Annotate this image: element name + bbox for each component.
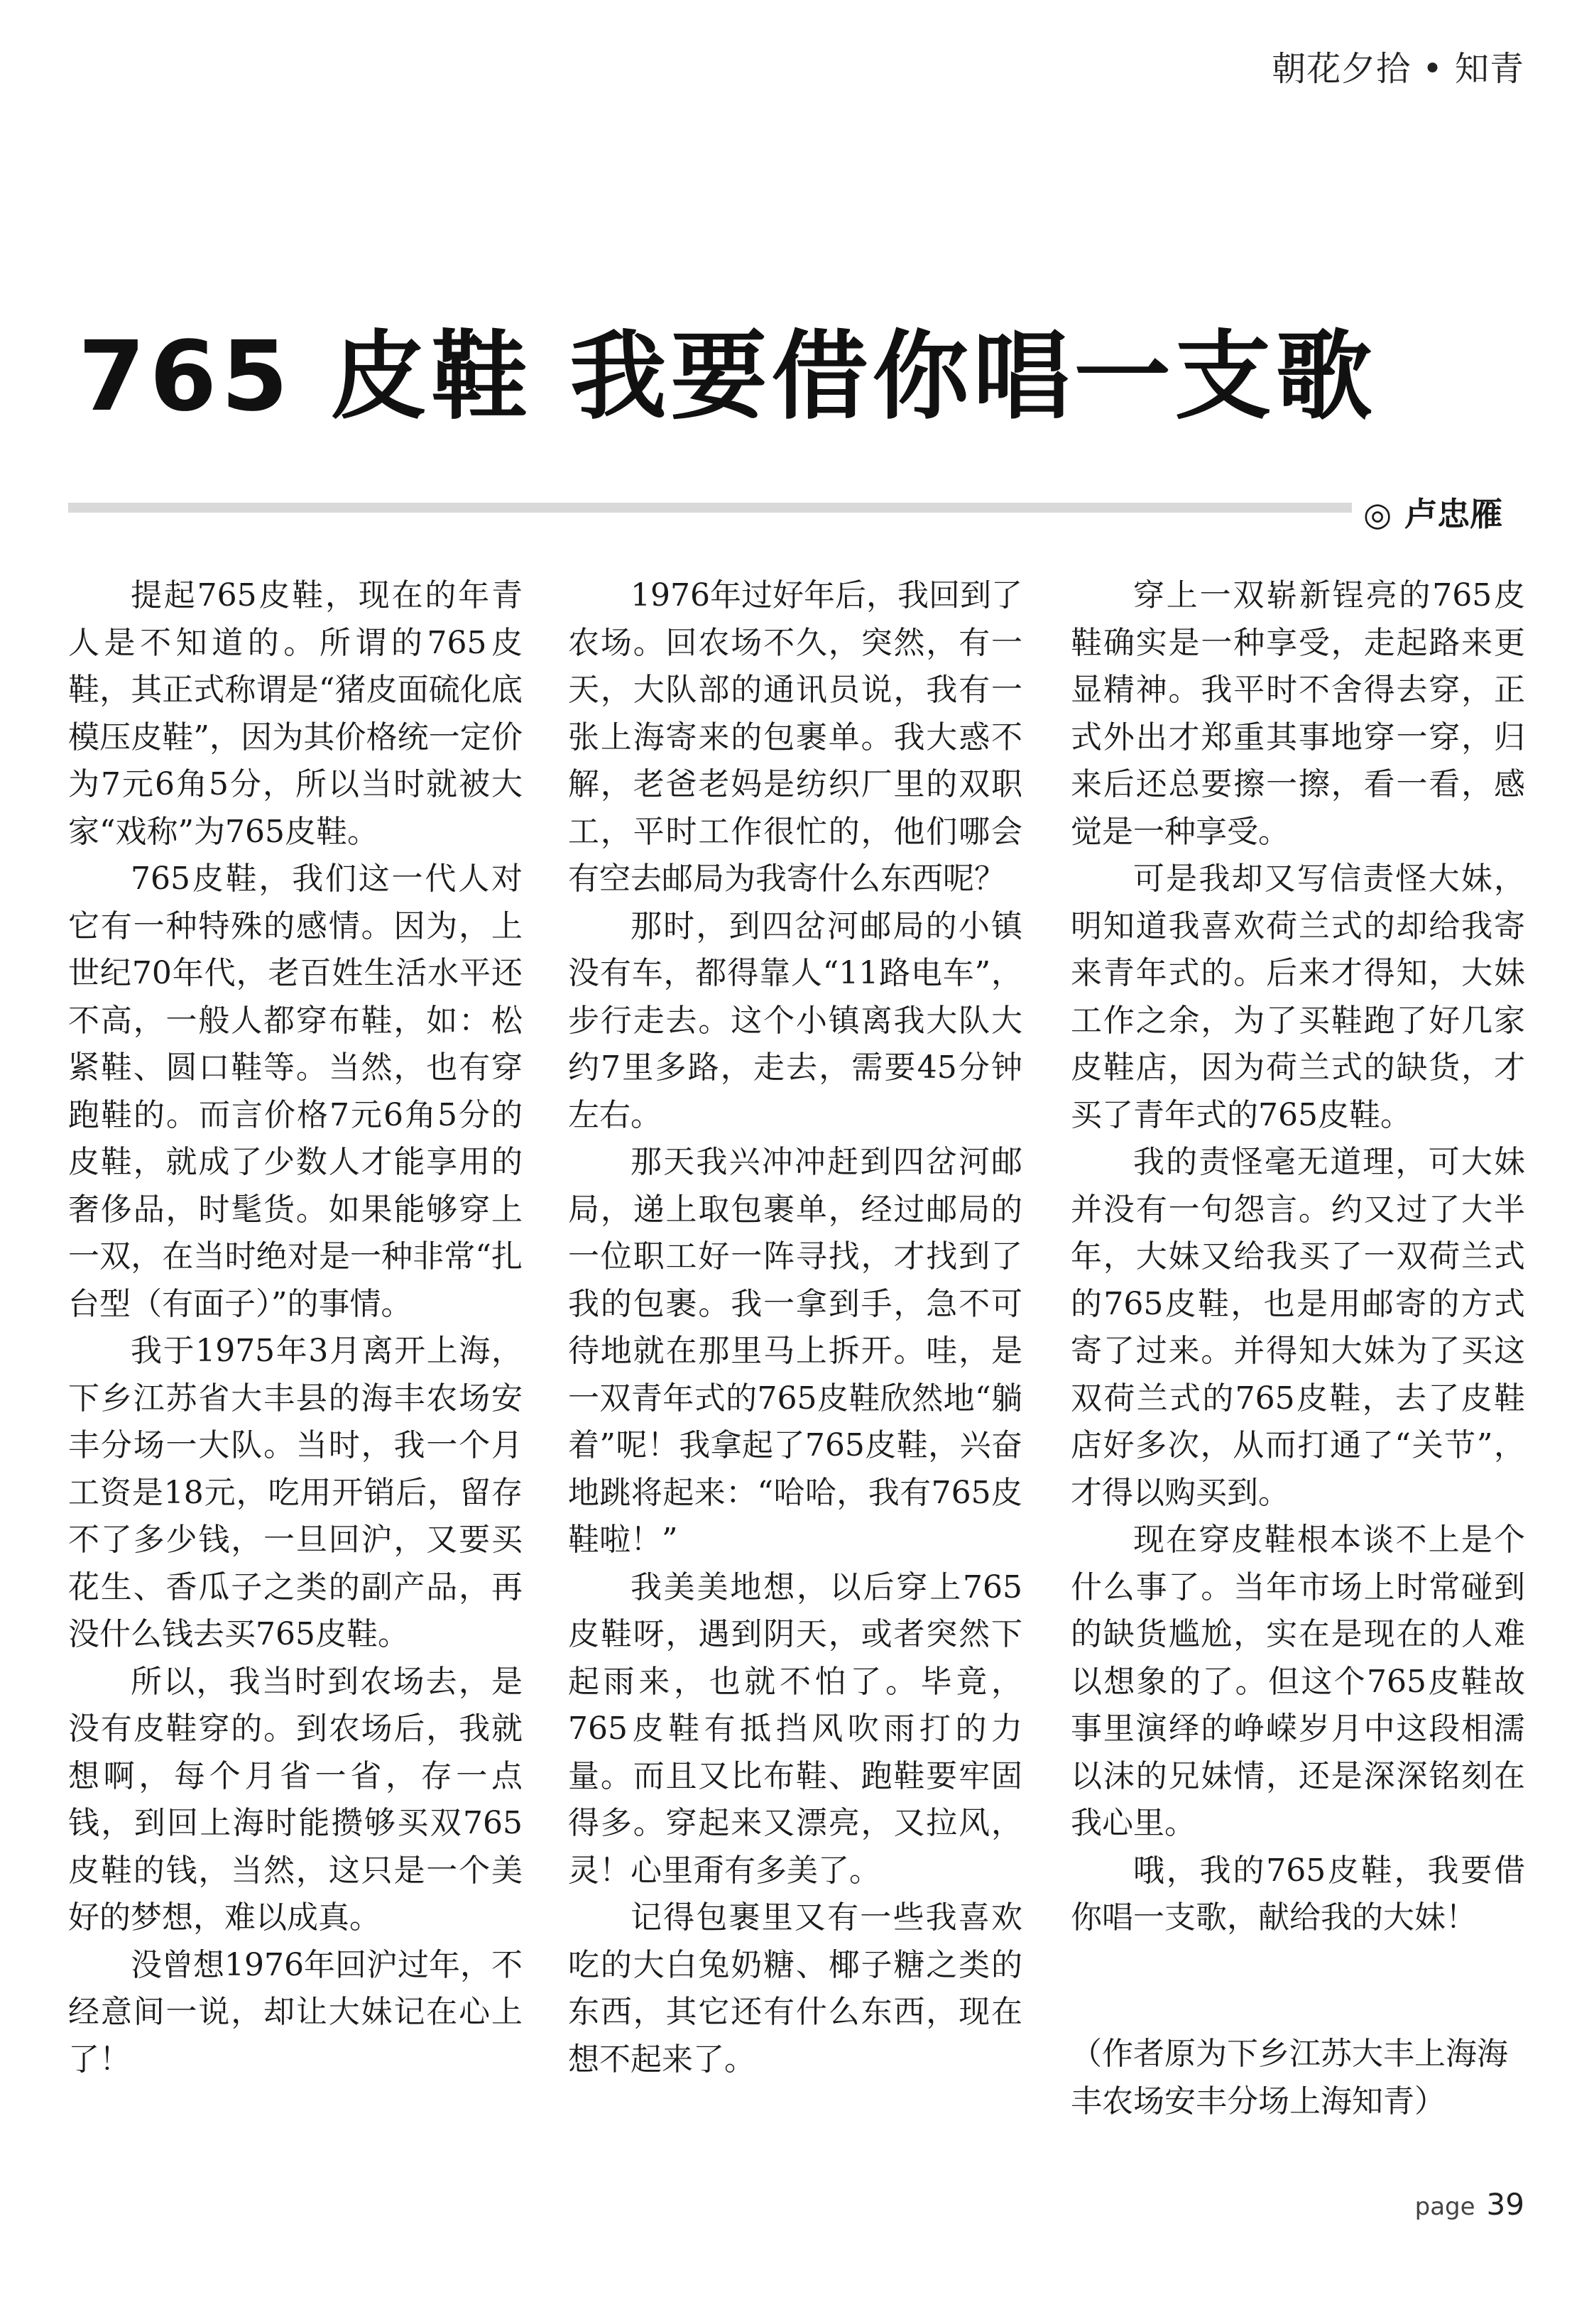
paragraph: 我的责怪毫无道理，可大妹并没有一句怨言。约又过了大半年，大妹又给我买了一双荷兰式的765皮鞋，也是用邮寄的方式寄了过来。并得知大妹为了买这双荷兰式的765皮鞋，去了皮鞋店好多次，从而打通了“关节”，才得以购买到。 [1071, 1144, 1525, 1511]
paragraph: 所以，我当时到农场去，是没有皮鞋穿的。到农场后，我就想啊，每个月省一省，存一点钱，到回上海时能攒够买双765皮鞋的钱，当然，这只是一个美好的梦想，难以成真。 [68, 1663, 523, 1936]
paragraph: 我美美地想，以后穿上765皮鞋呀，遇到阴天，或者突然下起雨来，也就不怕了。毕竟，765皮鞋有抵挡风吹雨打的力量。而且又比布鞋、跑鞋要牢固得多。穿起来又漂亮，又拉风，灵！心里甭有多美了。 [568, 1569, 1022, 1889]
article-column-2 [568, 572, 1022, 2083]
paragraph: 现在穿皮鞋根本谈不上是个什么事了。当年市场上时常碰到的缺货尴尬，实在是现在的人难以想象的了。但这个765皮鞋故事里演绎的峥嵘岁月中这段相濡以沫的兄妹情，还是深深铭刻在我心里。 [1071, 1522, 1525, 1841]
paragraph: 提起765皮鞋，现在的年青人是不知道的。所谓的765皮鞋，其正式称谓是“猪皮面硫化底模压皮鞋”，因为其价格统一定价为7元6角5分，所以当时就被大家“戏称”为765皮鞋。 [68, 577, 523, 850]
author-note: （作者原为下乡江苏大丰上海海丰农场安丰分场上海知青） [1071, 2036, 1508, 2120]
paragraph: 765皮鞋，我们这一代人对它有一种特殊的感情。因为，上世纪70年代，老百姓生活水平还不高，一般人都穿布鞋，如：松紧鞋、圆口鞋等。当然，也有穿跑鞋的。而言价格7元6角5分的皮鞋，就成了少数人才能享用的奢侈品，时髦货。如果能够穿上一双，在当时绝对是一种非常“扎台型（有面子）”的事情。 [68, 861, 523, 1322]
paragraph: 穿上一双崭新锃亮的765皮鞋确实是一种享受，走起路来更显精神。我平时不舍得去穿，正式外出才郑重其事地穿一穿，归来后还总要擦一擦，看一看，感觉是一种享受。 [1071, 577, 1525, 850]
paragraph: 那时，到四岔河邮局的小镇没有车，都得靠人“11路电车”，步行走去。这个小镇离我大队大约7里多路，走去，需要45分钟左右。 [568, 907, 1022, 1133]
article-column-1 [68, 572, 523, 2083]
page-number-value: 39 [1486, 2187, 1524, 2222]
page-word: page [1414, 2193, 1475, 2221]
article-column-3 [1071, 572, 1525, 1942]
paragraph: 没曾想1976年回沪过年，不经意间一说，却让大妹记在心上了！ [68, 1946, 523, 2078]
paragraph: 1976年过好年后，我回到了农场。回农场不久，突然，有一天，大队部的通讯员说，我有一张上海寄来的包裹单。我大惑不解，老爸老妈是纺织厂里的双职工，平时工作很忙的，他们哪会有空去邮局为我寄什么东西呢？ [568, 577, 1022, 897]
page-number [1415, 2187, 1524, 2222]
paragraph: 哦，我的765皮鞋，我要借你唱一支歌，献给我的大妹！ [1071, 1852, 1525, 1936]
paragraph: 可是我却又写信责怪大妹，明知道我喜欢荷兰式的却给我寄来青年式的。后来才得知，大妹工作之余，为了买鞋跑了好几家皮鞋店，因为荷兰式的缺货，才买了青年式的765皮鞋。 [1071, 861, 1525, 1133]
title-divider [68, 503, 1352, 513]
byline [1363, 489, 1534, 535]
byline-mark-icon: ◎ [1363, 495, 1392, 533]
paragraph: 我于1975年3月离开上海，下乡江苏省大丰县的海丰农场安丰分场一大队。当时，我一个月工资是18元，吃用开销后，留存不了多少钱，一旦回沪，又要买花生、香瓜子之类的副产品，再没什么钱去买765皮鞋。 [68, 1333, 523, 1652]
author-name: 卢忠雁 [1404, 495, 1503, 533]
article-title: 765 皮鞋 我要借你唱一支歌 [78, 321, 1377, 433]
section-header: 朝花夕拾 • 知青 [1272, 49, 1524, 89]
paragraph: 记得包裹里又有一些我喜欢吃的大白兔奶糖、椰子糖之类的东西，其它还有什么东西，现在想不起来了。 [568, 1899, 1022, 2078]
paragraph: 那天我兴冲冲赶到四岔河邮局，递上取包裹单，经过邮局的一位职工好一阵寻找，才找到了我的包裹。我一拿到手，急不可待地就在那里马上拆开。哇，是一双青年式的765皮鞋欣然地“躺着”呢！我拿起了765皮鞋，兴奋地跳将起来：“哈哈，我有765皮鞋啦！” [568, 1144, 1022, 1558]
